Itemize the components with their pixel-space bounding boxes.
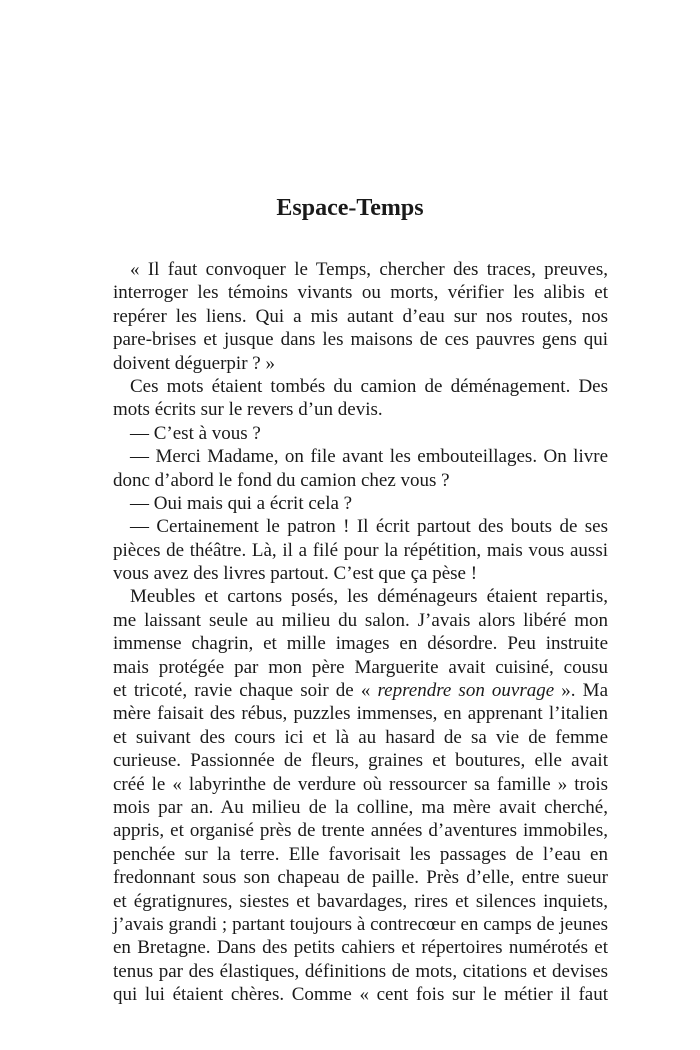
text-line: penchée sur la terre. Elle favorisait les passages de l’eau en xyxy=(113,843,608,865)
text-line: pièces de théâtre. Là, il a filé pour la répétition, mais vous aussi xyxy=(113,539,608,561)
text-line: mots écrits sur le revers d’un devis. xyxy=(113,399,383,421)
text-line: j’avais grandi ; partant toujours à contrecœur en camps de jeunes xyxy=(113,913,608,935)
text-line xyxy=(113,679,608,702)
text-line: appris, et organisé près de trente années d’aventures immobiles, xyxy=(113,820,608,842)
chapter-title: Espace-Temps xyxy=(276,195,424,221)
text-line: — Certainement le patron ! Il écrit partout des bouts de ses xyxy=(130,516,608,538)
text-line: pare-brises et jusque dans les maisons de ces pauvres gens qui xyxy=(113,329,608,351)
text-line: donc d’abord le fond du camion chez vous ? xyxy=(113,469,450,491)
text-line: vous avez des livres partout. C’est que ça pèse ! xyxy=(113,563,478,585)
text-line: — Merci Madame, on file avant les embouteillages. On livre xyxy=(130,446,608,468)
body-text xyxy=(113,258,608,1007)
text-line: immense chagrin, et mille images en désordre. Peu instruite xyxy=(113,633,608,655)
text-segment: et tricoté, ravie chaque soir de « xyxy=(113,680,378,702)
text-line: « Il faut convoquer le Temps, chercher des traces, preuves, xyxy=(130,259,608,280)
text-line: curieuse. Passionnée de fleurs, graines et boutures, elle avait xyxy=(113,750,608,772)
text-line: me laissant seule au milieu du salon. J’avais alors libéré mon xyxy=(113,609,608,631)
text-line: — Oui mais qui a écrit cela ? xyxy=(130,492,353,514)
text-line: interroger les témoins vivants ou morts, vérifier les alibis et xyxy=(113,282,608,304)
text-line: repérer les liens. Qui a mis autant d’eau sur nos routes, nos xyxy=(113,305,608,327)
text-line: tenus par des élastiques, définitions de mots, citations et devises xyxy=(113,960,608,982)
text-segment: ». Ma xyxy=(554,680,608,702)
text-line: qui lui étaient chères. Comme « cent fois sur le métier il faut xyxy=(113,984,608,1006)
text-line: mois par an. Au milieu de la colline, ma mère avait cherché, xyxy=(113,796,608,818)
text-line: mais protégée par mon père Marguerite avait cuisiné, cousu xyxy=(113,656,608,678)
text-line: mère faisait des rébus, puzzles immenses, en apprenant l’italien xyxy=(113,703,608,725)
text-line: et égratignures, siestes et bavardages, rires et silences inquiets, xyxy=(113,890,608,912)
text-line: Ces mots étaient tombés du camion de déménagement. Des xyxy=(130,375,608,397)
text-line: et suivant des cours ici et là au hasard de sa vie de femme xyxy=(113,726,608,748)
emphasis-text: reprendre son ouvrage xyxy=(377,680,555,702)
text-line: créé le « labyrinthe de verdure où ressourcer sa famille » trois xyxy=(113,773,608,795)
text-line: fredonnant sous son chapeau de paille. Près d’elle, entre sueur xyxy=(113,867,608,889)
text-line: doivent déguerpir ? » xyxy=(113,352,275,374)
text-line: en Bretagne. Dans des petits cahiers et répertoires numérotés et xyxy=(113,937,608,959)
text-line: Meubles et cartons posés, les déménageurs étaient repartis, xyxy=(130,586,608,608)
text-line: — C’est à vous ? xyxy=(130,422,261,444)
